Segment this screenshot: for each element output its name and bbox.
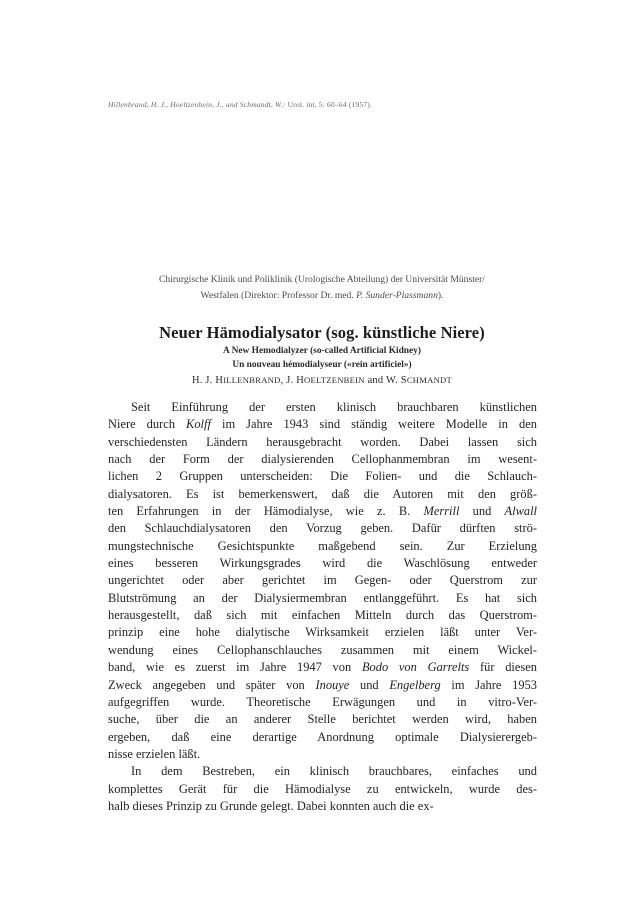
subtitle-block [104, 345, 540, 372]
text-line: verschiedensten Ländern herausgebracht worden. Dabei lassen sich [108, 434, 537, 449]
running-head [108, 100, 548, 109]
affiliation-line-2 [104, 288, 540, 304]
text-line: prinzip eine hohe dialytische Wirksamkeit erzielen läßt unter Ver- [108, 625, 537, 640]
text-line: komplettes Gerät für die Hämodialyse zu entwickeln, wurde des- [108, 781, 537, 796]
affiliation-block [104, 272, 540, 303]
text-line: ten Erfahrungen in der Hämodialyse, wie z. B. Merrill und Alwall [108, 504, 538, 519]
text-line: herausgestellt, daß sich mit einfachen Mitteln durch das Querstrom- [108, 608, 537, 623]
text-line: Niere durch Kolff im Jahre 1943 sind ständig weitere Modelle in den [108, 417, 537, 432]
author-1-smallcaps: ILLENBRAND [223, 375, 281, 385]
running-head-authors: Hillenbrand, H. J., Hoeltzenbein, J., und Schmandt, W.: [108, 100, 286, 109]
author-2-smallcaps: OELTZENBEIN [304, 375, 365, 385]
text-line: Seit Einführung der ersten klinisch brauchbaren künstlichen [131, 400, 537, 414]
text-line: nisse erzielen läßt. [108, 746, 201, 761]
text-line: ungerichtet oder aber gerichtet im Gegen- oder Querstrom zur [108, 573, 537, 588]
text-line: wendung eines Cellophanschlauches zusammen mit einem Wickel- [108, 642, 537, 657]
body-text [108, 399, 537, 815]
subtitle-french: Un nouveau hémodialyseur («rein artificiel») [232, 359, 412, 370]
text-line: den Schlauchdialysatoren den Vorzug geben. Dafür dürften strö- [108, 521, 537, 536]
affiliation-director-prefix: Westfalen (Direktor: Professor Dr. med. [200, 289, 357, 301]
running-head-citation: Urol. int. 5: 60–64 (1957). [285, 100, 373, 109]
text-line: mungstechnische Gesichtspunkte maßgebend sein. Zur Erzielung [108, 538, 537, 553]
affiliation-line-1: Chirurgische Klinik und Poliklinik (Urologische Abteilung) der Universität Münster/ [159, 274, 485, 285]
author-2: , J. H [280, 375, 305, 386]
text-line: In dem Bestreben, ein klinisch brauchbares, einfaches und [131, 764, 537, 779]
affiliation-line-2-suffix: ). [437, 289, 444, 301]
text-line: lichen 2 Gruppen unterscheiden: Die Folien- und die Schlauch- [108, 469, 537, 484]
text-line: Blutströmung an der Dialysiermembran entlanggeführt. Es hat sich [108, 590, 537, 605]
affiliation-director-name: P. Sunder-Plassmann [356, 289, 438, 301]
text-line: suche, über die an anderer Stelle berichtet werden wird, haben [108, 712, 537, 727]
text-line: dialysatoren. Es ist bemerkenswert, daß die Autoren mit den größ- [108, 486, 537, 501]
text-line: eines besseren Wirkungsgrades wird die Waschlösung entweder [108, 556, 537, 571]
author-3-smallcaps: CHMANDT [406, 375, 453, 385]
text-line: aufgegriffen wurde. Theoretische Erwägungen und in vitro-Ver- [108, 694, 537, 709]
text-line: nach der Form der dialysierenden Cellophanmembran im wesent- [108, 452, 537, 467]
para-1 [108, 399, 537, 763]
text-line: halb dieses Prinzip zu Grunde gelegt. Dabei konnten auch die ex- [108, 798, 434, 813]
authors-line [104, 375, 540, 386]
text-line: Zweck angegeben und später von Inouye und Engelberg im Jahre 1953 [108, 677, 537, 692]
subtitle-english: A New Hemodialyzer (so-called Artificial Kidney) [223, 346, 421, 356]
para-2 [108, 763, 537, 815]
text-line: band, wie es zuerst im Jahre 1947 von Bodo von Garrelts für diesen [108, 660, 537, 675]
text-line: ergeben, daß eine derartige Anordnung optimale Dialysierergeb- [108, 729, 537, 744]
author-3: and W. S [364, 375, 407, 386]
page-title: Neuer Hämodialysator (sog. künstliche Niere) [159, 323, 485, 343]
author-1: H. J. H [191, 375, 224, 386]
